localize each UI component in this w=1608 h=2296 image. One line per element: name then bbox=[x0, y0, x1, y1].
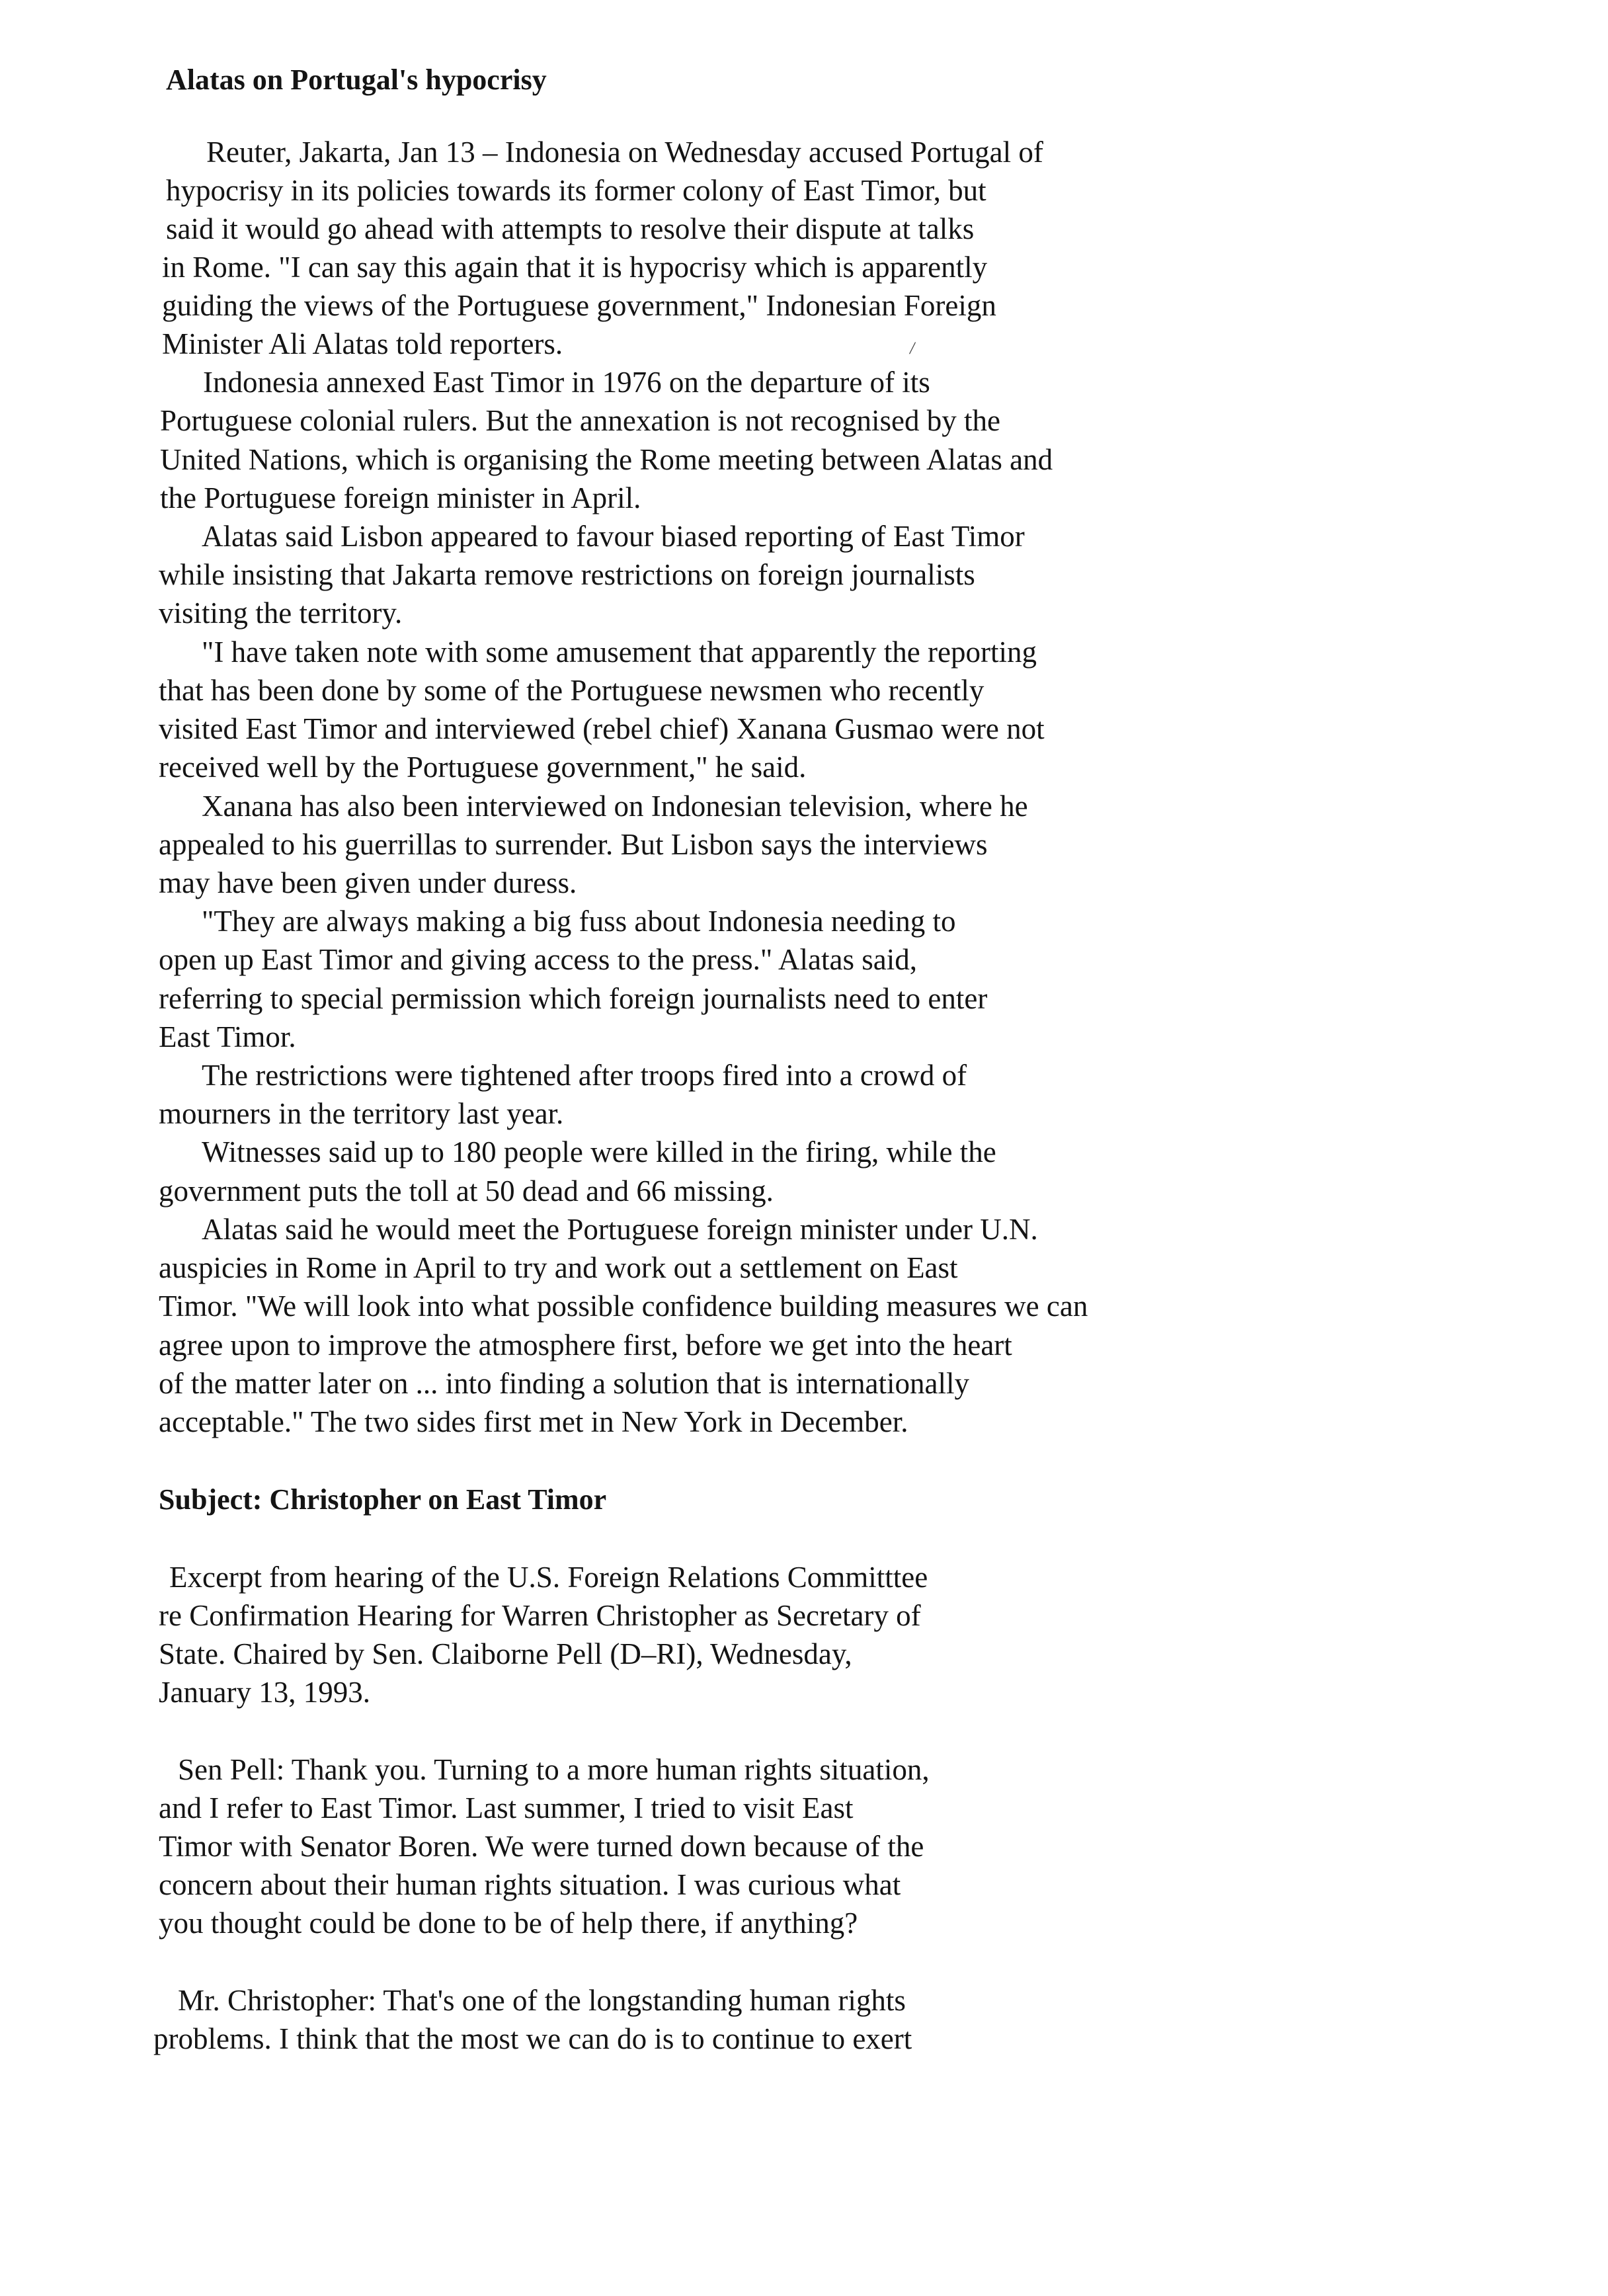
article-line: Indonesia annexed East Timor in 1976 on the departure of its bbox=[203, 366, 930, 399]
article-line: referring to special permission which foreign journalists need to enter bbox=[159, 982, 988, 1015]
article-line: hypocrisy in its policies towards its former colony of East Timor, but bbox=[166, 174, 986, 207]
transcript-line-pell: concern about their human rights situation. I was curious what bbox=[159, 1868, 901, 1901]
intro-line: Excerpt from hearing of the U.S. Foreign Relations Committtee bbox=[169, 1561, 928, 1594]
article-line: acceptable." The two sides first met in New York in December. bbox=[159, 1405, 908, 1438]
article-line: Timor. "We will look into what possible confidence building measures we can bbox=[159, 1290, 1088, 1323]
transcript-line-pell: Sen Pell: Thank you. Turning to a more human rights situation, bbox=[178, 1753, 930, 1786]
article-line: received well by the Portuguese government," he said. bbox=[159, 751, 807, 784]
transcript-line-christopher: Mr. Christopher: That's one of the longstanding human rights bbox=[178, 1984, 906, 2017]
article-line: that has been done by some of the Portuguese newsmen who recently bbox=[159, 674, 985, 707]
intro-line: January 13, 1993. bbox=[159, 1676, 370, 1709]
article-line: of the matter later on ... into finding a solution that is internationally bbox=[159, 1367, 969, 1400]
article-line: "I have taken note with some amusement that apparently the reporting bbox=[202, 636, 1037, 669]
article-line: United Nations, which is organising the Rome meeting between Alatas and bbox=[160, 443, 1053, 476]
article-line: East Timor. bbox=[159, 1020, 296, 1053]
article-line: Xanana has also been interviewed on Indonesian television, where he bbox=[202, 790, 1028, 823]
article-line: appealed to his guerrillas to surrender. But Lisbon says the interviews bbox=[159, 828, 988, 861]
article-line: Reuter, Jakarta, Jan 13 – Indonesia on Wednesday accused Portugal of bbox=[206, 136, 1043, 169]
article-line: Alatas said Lisbon appeared to favour biased reporting of East Timor bbox=[202, 520, 1025, 553]
intro-line: State. Chaired by Sen. Claiborne Pell (D–RI), Wednesday, bbox=[159, 1637, 852, 1670]
article-line: said it would go ahead with attempts to resolve their dispute at talks bbox=[166, 212, 975, 245]
article-line: the Portuguese foreign minister in April. bbox=[160, 481, 641, 514]
article-line: mourners in the territory last year. bbox=[159, 1097, 564, 1130]
article-line: guiding the views of the Portuguese government," Indonesian Foreign bbox=[162, 289, 996, 322]
scan-speck: / bbox=[910, 339, 915, 358]
article-line: Portuguese colonial rulers. But the annexation is not recognised by the bbox=[160, 404, 1000, 437]
article-title-christopher: Subject: Christopher on East Timor bbox=[159, 1483, 607, 1516]
article-line: "They are always making a big fuss about Indonesia needing to bbox=[202, 905, 956, 938]
article-line: Minister Ali Alatas told reporters. bbox=[162, 327, 563, 360]
transcript-line-pell: Timor with Senator Boren. We were turned down because of the bbox=[159, 1830, 924, 1863]
intro-line: re Confirmation Hearing for Warren Christopher as Secretary of bbox=[159, 1599, 921, 1632]
article-line: may have been given under duress. bbox=[159, 866, 577, 899]
article-line: auspicies in Rome in April to try and work out a settlement on East bbox=[159, 1251, 958, 1284]
article-line: visited East Timor and interviewed (rebel chief) Xanana Gusmao were not bbox=[159, 712, 1045, 745]
article-line: The restrictions were tightened after troops fired into a crowd of bbox=[202, 1059, 967, 1092]
article-line: open up East Timor and giving access to the press." Alatas said, bbox=[159, 943, 917, 976]
article-line: Witnesses said up to 180 people were killed in the firing, while the bbox=[202, 1135, 996, 1168]
article-line: in Rome. "I can say this again that it is hypocrisy which is apparently bbox=[162, 251, 988, 284]
article-line: while insisting that Jakarta remove restrictions on foreign journalists bbox=[159, 558, 975, 591]
article-line: Alatas said he would meet the Portuguese foreign minister under U.N. bbox=[202, 1213, 1038, 1246]
article-line: agree upon to improve the atmosphere first, before we get into the heart bbox=[159, 1329, 1012, 1362]
transcript-line-pell: you thought could be done to be of help there, if anything? bbox=[159, 1906, 858, 1940]
transcript-line-pell: and I refer to East Timor. Last summer, I tried to visit East bbox=[159, 1791, 854, 1824]
article-line: visiting the territory. bbox=[159, 596, 403, 630]
article-title-alatas: Alatas on Portugal's hypocrisy bbox=[166, 63, 547, 96]
article-line: government puts the toll at 50 dead and 66 missing. bbox=[159, 1174, 774, 1208]
transcript-line-christopher: problems. I think that the most we can do is to continue to exert bbox=[153, 2022, 912, 2055]
